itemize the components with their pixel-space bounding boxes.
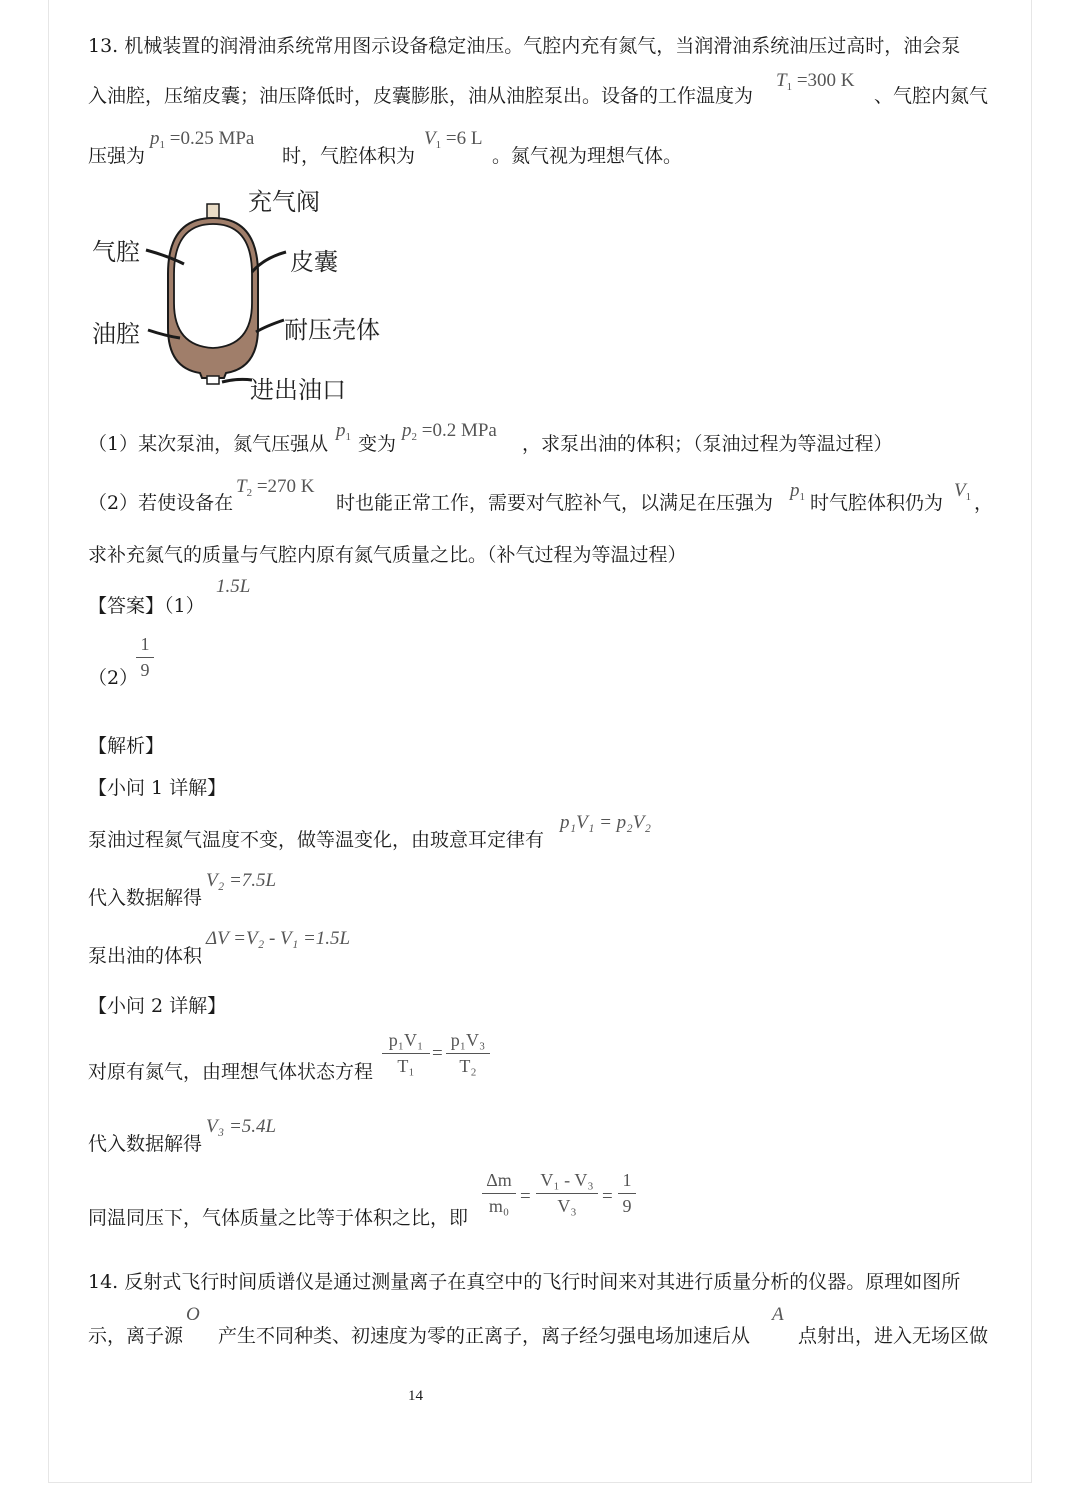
label-shell: 耐压壳体 (284, 316, 380, 344)
s2-eq-sign3: = (602, 1186, 613, 1207)
analysis-title: 【解析】 (88, 735, 165, 757)
label-valve: 充气阀 (248, 188, 320, 216)
s2-frac5: 1 9 (618, 1170, 636, 1217)
label-oil: 油腔 (92, 320, 140, 348)
q13-line3b: 时，气腔体积为 (282, 145, 416, 167)
s1-line2: 代入数据解得 (88, 887, 203, 909)
s2-frac2: p₁V₃ T₂ (446, 1030, 490, 1077)
q13-line1: 13. 机械装置的润滑油系统常用图示设备稳定油压。气腔内充有氮气，当润滑油系统油压过高时，油会泵 (88, 35, 961, 57)
formula-V1-b: $V_1$ (954, 480, 972, 503)
s2-eq-sign2: = (520, 1186, 531, 1207)
q13-line3a: 压强为 (88, 145, 146, 167)
s1-line1: 泵油过程氮气温度不变，做等温变化，由玻意耳定律有 (88, 829, 545, 851)
s2-frac3: Δm m₀ (482, 1170, 516, 1217)
s1-eq1: p₁V₁ = p₂V₂ (560, 812, 651, 833)
q13-part2d: ， (974, 492, 994, 514)
answer-label: 【答案】（1） (88, 595, 205, 617)
q14-line1: 14. 反射式飞行时间质谱仪是通过测量离子在真空中的飞行时间来对其进行质量分析的仪器。原理如图所 (88, 1271, 961, 1293)
answer-2-fraction: 1 9 (136, 634, 154, 681)
answer-1: 1.5L (216, 576, 251, 597)
q13-part2e: 求补充氮气的质量与气腔内原有氮气质量之比。（补气过程为等温过程） (88, 544, 687, 566)
q14-line2c: 点射出，进入无场区做 (798, 1325, 989, 1347)
formula-p1-c: $p_1$ (790, 480, 805, 503)
q14-line2b: 产生不同种类、初速度为零的正离子，离子经匀强电场加速后从 (218, 1325, 751, 1347)
leader-shell (256, 320, 284, 332)
q13-part1c: ，求泵出油的体积；（泵油过程为等温过程） (522, 433, 893, 455)
s2-eq-sign1: = (432, 1043, 443, 1064)
q14-line2a: 示，离子源 (88, 1325, 184, 1347)
q14-A: A (772, 1304, 784, 1325)
q14-O: O (186, 1304, 200, 1325)
s2-line2: 代入数据解得 (88, 1133, 203, 1155)
analysis-sub1: 【小问 1 详解】 (88, 777, 227, 799)
q13-part2a: （2）若使设备在 (88, 492, 234, 514)
q13-part1a: （1）某次泵油，氮气压强从 (88, 433, 329, 455)
label-gas: 气腔 (92, 238, 140, 266)
bladder (174, 224, 252, 348)
s2-frac1: p₁V₁ T₁ (382, 1030, 430, 1077)
q13-part2c: 时气腔体积仍为 (810, 492, 944, 514)
q13-line3c: 。氮气视为理想气体。 (492, 145, 683, 167)
q13-part1b: 变为 (358, 433, 397, 455)
formula-T2: $T_2 =270$ K (236, 476, 315, 499)
s1-eq2: V₂ =7.5L (206, 870, 277, 891)
s2-frac4: V₁ - V₃ V₃ (536, 1170, 598, 1217)
analysis-sub2: 【小问 2 详解】 (88, 995, 227, 1017)
formula-p2: $p_2 =0.2$ MPa (402, 420, 497, 443)
accumulator-diagram (88, 178, 388, 398)
q13-part2b: 时也能正常工作，需要对气腔补气，以满足在压强为 (336, 492, 774, 514)
label-bladder: 皮囊 (290, 248, 338, 276)
answer-label-2: （2） (88, 667, 139, 689)
formula-V1: $V_1 =6$ L (424, 128, 483, 151)
s2-line3: 同温同压下，气体质量之比等于体积之比，即 (88, 1207, 469, 1229)
page-number: 14 (408, 1388, 423, 1404)
q13-line2a: 入油腔，压缩皮囊；油压降低时，皮囊膨胀，油从油腔泵出。设备的工作温度为 (88, 85, 754, 107)
label-port: 进出油口 (250, 376, 346, 404)
s1-line3: 泵出油的体积 (88, 945, 203, 967)
s2-line1: 对原有氮气，由理想气体状态方程 (88, 1061, 374, 1083)
formula-T1: $T_1 =300$ K (776, 70, 855, 93)
s2-eq2: V₃ =5.4L (206, 1116, 277, 1137)
leader-port (222, 379, 252, 382)
q13-line2b: 、气腔内氮气 (874, 85, 989, 107)
oil-port (207, 376, 219, 384)
formula-p1: $p_1 =0.25$ MPa (150, 128, 255, 151)
formula-p1-b: $p_1$ (336, 420, 351, 443)
s1-eq3: ΔV =V₂ - V₁ =1.5L (206, 928, 351, 949)
